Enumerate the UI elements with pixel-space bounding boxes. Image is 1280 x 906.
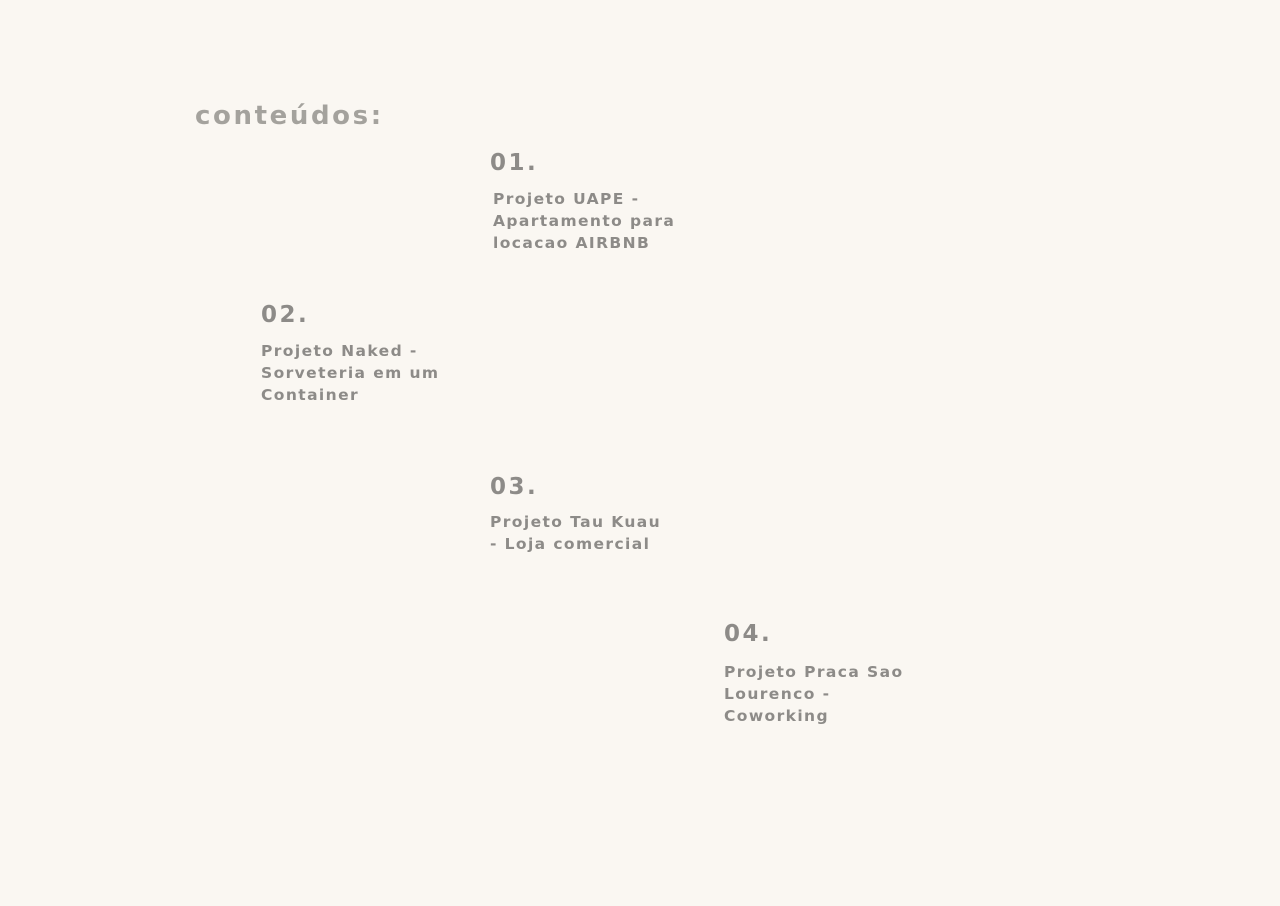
contents-item-03 — [490, 472, 661, 555]
item-description-line: Projeto Tau Kuau — [490, 513, 662, 531]
item-description — [493, 188, 675, 254]
item-description-line: Coworking — [724, 707, 829, 725]
item-description-line: locacao AIRBNB — [493, 234, 651, 252]
contents-item-02 — [261, 300, 439, 406]
item-description-line: Apartamento para — [493, 212, 676, 230]
item-description — [261, 340, 439, 406]
item-description-line: Projeto Naked - — [261, 342, 418, 360]
item-description-line: Sorveteria em um — [261, 364, 440, 382]
item-description — [490, 511, 661, 555]
contents-item-04 — [724, 619, 904, 727]
item-description-line: Projeto UAPE - — [493, 190, 640, 208]
item-number: 01. — [490, 150, 539, 176]
contents-title: conteúdos: — [195, 101, 384, 131]
item-description-line: - Loja comercial — [490, 535, 651, 553]
item-description-line: Container — [261, 386, 360, 404]
item-description-line: Projeto Praca Sao — [724, 663, 904, 681]
item-description — [724, 661, 904, 727]
item-number: 02. — [261, 302, 310, 328]
item-number: 04. — [724, 621, 773, 647]
contents-item-01 — [490, 148, 675, 254]
item-description-line: Lourenco - — [724, 685, 831, 703]
item-number: 03. — [490, 474, 539, 500]
